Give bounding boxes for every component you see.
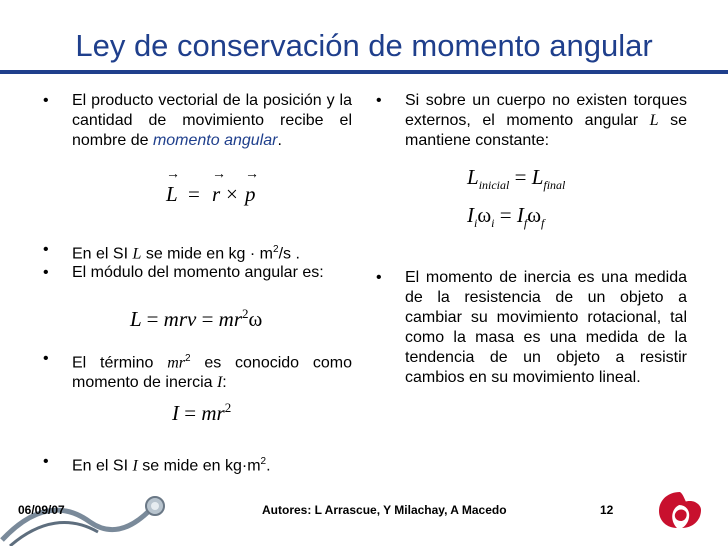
eq2-equals-2: = (201, 307, 214, 331)
left-b1-term: momento angular (152, 132, 278, 149)
left-bullet-2 (43, 240, 362, 264)
title-underline (0, 70, 728, 74)
eq-omega-final: ω (527, 203, 542, 227)
bullet-marker: • (43, 241, 49, 258)
left-b3-text: El módulo del momento angular es: (72, 264, 324, 281)
eq-i-initial: I (467, 203, 474, 227)
left-b2-l: L (132, 245, 142, 263)
equation-inertia-omega (467, 203, 544, 231)
equation-angular-momentum-magnitude (130, 306, 262, 332)
eq-sub-f-2: f (541, 216, 545, 231)
eq2-sup: 2 (242, 306, 249, 321)
left-b5-text: En el SI (72, 457, 133, 475)
right-b1-l: L (649, 112, 659, 129)
left-b4-sup: 2 (184, 353, 191, 364)
eq-sub-i-2: i (491, 216, 495, 231)
left-b5-unit: se mide en kg·m (137, 457, 261, 475)
left-bullet-1 (43, 91, 352, 151)
left-b2-end: /s . (278, 245, 300, 263)
bullet-marker: • (376, 92, 382, 109)
eq-sub-i-1: i (474, 216, 478, 231)
eq1-r: r (212, 182, 221, 206)
left-b5-i: I (132, 457, 138, 475)
eq2-mr: mr (218, 307, 243, 331)
eq-i-final: I (516, 203, 524, 227)
eq1-l: L (166, 182, 178, 206)
left-b2-sup: 2 (273, 244, 279, 255)
footer-date: 06/09/07 (18, 503, 65, 517)
left-b4-end: : (222, 374, 227, 392)
eq2-mrv: mrv (163, 307, 197, 331)
slide-title: Ley de conservación de momento angular (75, 28, 653, 63)
left-b4-i: I (216, 374, 223, 392)
bullet-marker: • (43, 264, 49, 281)
eq-sub-f-1: f (523, 216, 528, 231)
eq-l-initial: L (467, 165, 479, 189)
left-b4-text: El término (72, 354, 168, 372)
eq2-omega: ω (248, 307, 263, 331)
right-b1-text: Si sobre un cuerpo no existen torques externos, el momento angular (405, 92, 687, 129)
eq3-sup: 2 (224, 400, 232, 415)
equation-moment-of-inertia (172, 400, 231, 426)
eq-sub-initial: inicial (478, 178, 510, 193)
right-b1-end: se mantiene constante: (405, 112, 687, 149)
right-bullet-1 (376, 91, 687, 151)
eq2-equals-1: = (146, 307, 159, 331)
left-bullet-4 (43, 349, 353, 393)
left-b1-text: El producto vectorial de la posición y la cantidad de movimiento recibe el nombre de (72, 92, 352, 149)
arrow-over-r: → (212, 167, 226, 182)
eq3-equals: = (184, 401, 197, 425)
bullet-marker: • (376, 269, 382, 286)
footer-authors: Autores: L Arrascue, Y Milachay, A Macedo (262, 503, 507, 517)
university-logo-icon (655, 488, 705, 532)
eq1-cross: × (226, 182, 238, 206)
eq1-p: p (245, 182, 256, 206)
arrow-over-p: → (245, 167, 259, 182)
eq2-l: L (130, 307, 142, 331)
bullet-marker: • (43, 350, 49, 367)
eq-sub-final: final (543, 178, 566, 193)
eq-l-final: L (531, 165, 544, 189)
right-bullet-2 (376, 268, 687, 388)
left-b4-mr: mr (167, 354, 185, 372)
right-b2-text: El momento de inercia es una medida de la resistencia de un objeto a cambiar su movimiento rotacional, tal como la masa es una medida de la tendencia de un objeto a resistir cambios en su movimiento lineal. (405, 269, 687, 386)
eq-inertia-equals: = (499, 203, 512, 227)
left-b1-end: . (277, 132, 282, 149)
bullet-marker: • (43, 92, 49, 109)
arrow-over-l: → (166, 167, 180, 182)
eq-omega-initial: ω (477, 203, 492, 227)
bullet-marker: • (43, 453, 49, 470)
eq1-equals: = (188, 182, 200, 206)
left-b4-post: es conocido como momento de inercia (72, 354, 353, 392)
page-number: 12 (600, 503, 614, 517)
left-b2-unit: se mide en kg · m (141, 245, 273, 263)
eq3-i: I (172, 401, 179, 425)
eq3-mr: mr (201, 401, 225, 425)
left-bullet-3 (43, 263, 362, 283)
left-b2-text: En el SI (72, 245, 133, 263)
eq-conservation-equals: = (514, 165, 527, 189)
equation-conservation (467, 165, 565, 193)
left-b5-sup: 2 (260, 456, 267, 467)
left-b5-end: . (266, 457, 271, 475)
